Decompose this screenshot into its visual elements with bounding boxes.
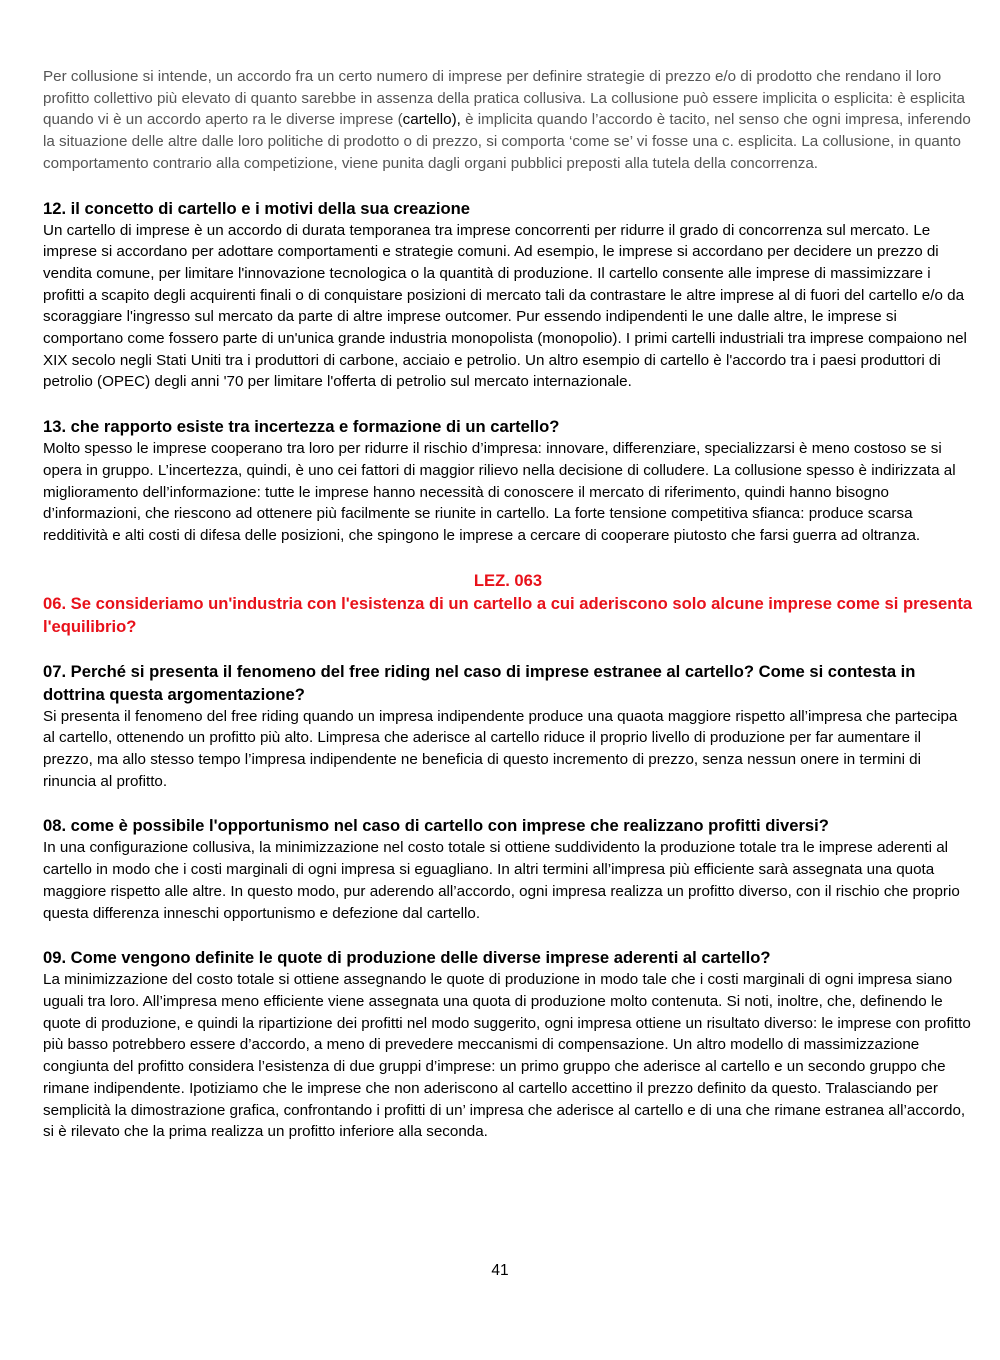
section-13-heading: 13. che rapporto esiste tra incertezza e formazione di un cartello?: [43, 417, 560, 437]
section-07: [43, 660, 973, 793]
section-09-heading: 09. Come vengono definite le quote di produzione delle diverse imprese aderenti al cartello?: [43, 948, 771, 968]
section-12: [43, 197, 973, 394]
section-07-heading: 07. Perché si presenta il fenomeno del free riding nel caso di imprese estranee al cartello? Come si contesta in dottrina questa argomentazione?: [43, 661, 916, 704]
lesson-title: LEZ. 063: [473, 570, 543, 590]
intro-highlight-cartello: cartello),: [402, 111, 461, 129]
intro-text-after: è implicita quando l’accordo è tacito, nel senso che ogni impresa, inferendo la situazione delle altre dalle loro politiche di prodotto o di prezzo, si comporta ‘come se’ vi fosse una c. esplicita. La collusione, in quanto comportamento contrario alla competizione, viene punita dagli organi pubblici preposti alla tutela della concorrenza.: [43, 111, 971, 172]
section-09: [43, 946, 973, 1143]
section-06-heading: 06. Se consideriamo un'industria con l'esistenza di un cartello a cui aderiscono solo alcune imprese come si presenta l'equilibrio?: [43, 593, 973, 636]
section-13-body: Molto spesso le imprese cooperano tra loro per ridurre il rischio d’impresa: innovare, differenziare, specializzarsi è meno costoso se si opera in gruppo. L’incertezza, quindi, è uno cei fattori di maggior rilievo nella decisione di colludere. La collusione spesso è indirizzata al miglioramento dell’informazione: tutte le imprese hanno necessità di conoscere il mercato di riferimento, quindi hanno bisogno d’informazioni, che riescono ad ottenere più facilmente se riunite in cartello. La forte tensione competitiva sfianca: produce scarsa redditività e alti costi di difesa delle posizioni, che spingono le imprese a cercare di cooperare piutosto che farsi guerra ad oltranza.: [43, 440, 956, 544]
page-number: 41: [491, 1262, 509, 1279]
document-page: [43, 66, 973, 1143]
section-09-body: La minimizzazione del costo totale si ottiene assegnando le quote di produzione in modo tale che i costi marginali di ogni impresa siano uguali tra loro. All’impresa meno efficiente viene assegnata una quota di produzione molto contenuta. Si noti, inoltre, che, definendo le quote di produzione, e quindi la ripartizione dei profitti nel modo suggerito, ogni impresa ottiene un risultato diverso: le imprese con profitto più basso potrebbero essere d’accordo, a meno di prevedere meccanismi di compensazione. Un altro modello di massimizzazione congiunta del profitto considera l’esistenza di due gruppi d’imprese: un primo gruppo che aderisce al cartello e un secondo gruppo che rimane indipendente. Ipotiziamo che le imprese che non aderiscono al cartello accettino il prezzo definito da questo. Tralasciando per semplicità la dimostrazione grafica, confrontando i profitti di un’ impresa che aderisce al cartello e di una che rimane estranea all’accordo, si è rilevato che la prima realizza un profitto inferiore alla seconda.: [43, 971, 971, 1141]
section-13: [43, 415, 973, 547]
section-08: [43, 814, 973, 924]
intro-paragraph: [43, 66, 973, 175]
section-07-body: Si presenta il fenomeno del free riding quando un impresa indipendente produce una quaota maggiore rispetto all’impresa che partecipa al cartello, ottenendo un profitto più alto. Limpresa che aderisce al cartello riduce il proprio livello di produzione per far aumentare il prezzo, ma allo stesso tempo l’impresa indipendente ne beneficia di questo incremento di prezzo, senza nessun onere in termini di rinuncia al profitto.: [43, 707, 958, 790]
section-12-body: Un cartello di imprese è un accordo di durata temporanea tra imprese concorrenti per ridurre il grado di concorrenza sul mercato. Le imprese si accordano per adottare comportamenti e strategie comuni. Ad esempio, le imprese si accordano per decidere un prezzo di vendita comune, per limitare l'innovazione tecnologica o la quantità di produzione. Il cartello consente alle imprese di massimizzare i profitti a scapito degli acquirenti finali o di conquistare posizioni di mercato tali da contrastare le altre imprese al di fuori del cartello e/o da scoraggiare l'ingresso sul mercato da parte di altre imprese outcomer. Pur essendo indipendenti le une dalle altre, le imprese si comportano come fossero parte di un'unica grande industria monopolista (monopolio). I primi cartelli industriali tra imprese compaiono nel XIX secolo negli Stati Uniti tra i produttori di carbone, acciaio e petrolio. Un altro esempio di cartello è l'accordo tra i paesi produttori di petrolio (OPEC) degli anni '70 per limitare l'offerta di petrolio sul mercato internazionale.: [43, 221, 967, 391]
intro-text-before: Per collusione si intende, un accordo fra un certo numero di imprese per definire strategie di prezzo e/o di prodotto che rendano il loro profitto collettivo più elevato di quanto sarebbe in assenza della pratica collusiva. La collusione può essere implicita o esplicita: è esplicita quando vi è un accordo aperto ra le diverse imprese (: [43, 68, 965, 129]
section-08-heading: 08. come è possibile l'opportunismo nel caso di cartello con imprese che realizzano profitti diversi?: [43, 816, 829, 836]
section-12-heading: 12. il concetto di cartello e i motivi della sua creazione: [43, 198, 470, 218]
section-08-body: In una configurazione collusiva, la minimizzazione nel costo totale si ottiene suddividento la produzione totale tra le imprese aderenti al cartello in modo che i costi marginali di ogni impresa si eguagliano. In altri termini all’impresa più efficiente sarà assegnata una quota maggiore rispetto alle altre. In questo modo, pur aderendo all’accordo, ogni impresa realizza un profitto diverso, con il rischio che proprio questa differenza inneschi opportunismo e defezione dal cartello.: [43, 839, 960, 922]
